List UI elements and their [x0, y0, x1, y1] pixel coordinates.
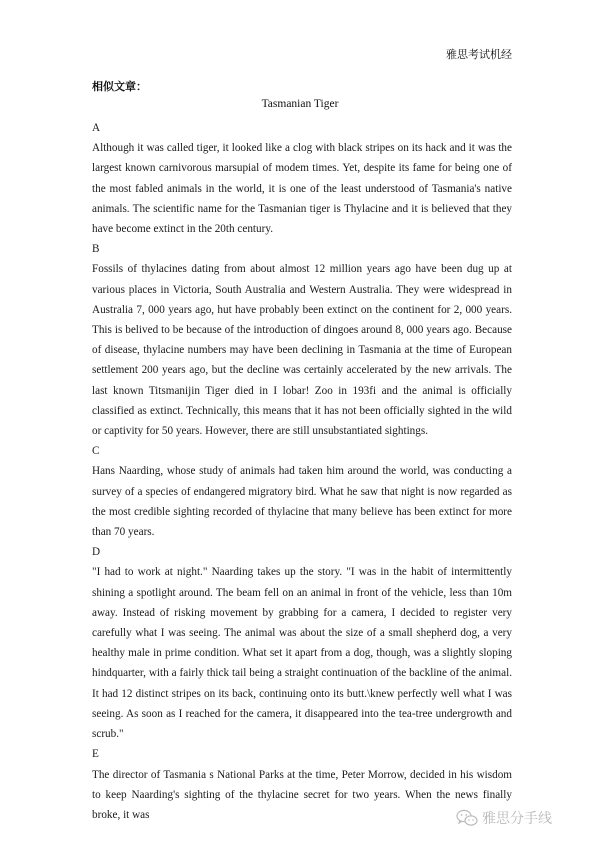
header-brand: 雅思考试机经: [446, 48, 512, 61]
section-label: 相似文章：: [92, 80, 147, 93]
paragraph-letter: C: [92, 445, 100, 458]
article-title: Tasmanian Tiger: [261, 98, 339, 110]
paragraph-letter: E: [92, 748, 99, 761]
watermark-text: 雅思分手线: [482, 811, 552, 827]
wechat-icon: [456, 809, 478, 827]
paragraph-text: Hans Naarding, whose study of animals had taken him around the world, was conducting a survey of a species of endangered migratory bird. What he saw that night is now regarded as the most credible sighting recorded of thylacine that many believe has been extinct for more than 70 years.: [92, 465, 512, 539]
paragraph-text: "I had to work at night." Naarding takes up the story. "I was in the habit of intermittently shining a spotlight around. The beam fell on an animal in front of the vehicle, less than 10m away. Instead of risking movement by grabbing for a camera, I decided to register very carefully what I was seeing. The animal was about the size of a small shepherd dog, a very healthy male in prime condition. What set it apart from a dog, though, was a slightly sloping hindquarter, with a fairly thick tail being a straight continuation of the backline of the animal. It had 12 distinct stripes on its back, continuing onto its butt.\knew perfectly well what I was seeing. As soon as I reached for the camera, it disappeared into the tea-tree undergrowth and scrub.": [92, 566, 512, 741]
paragraph-letter: A: [92, 122, 101, 134]
paragraph-text: Fossils of thylacines dating from about almost 12 million years ago have been dug up at various places in Victoria, South Australia and Western Australia. They were widespread in Australia 7, 000 years ago, hut have probably been extinct on the continent for 2, 000 years. This is belived to be because of the introduction of dingoes around 8, 000 years ago. Because of disease, thylacine numbers may have been declining in Tasmania at the time of European settlement 200 years ago, but the decline was certainly accelerated by the new arrivals. The last known Titsmanijin Tiger died in I lobar! Zoo in 193fi and the animal is officially classified as extinct. Technically, this means that it has not been officially sighted in the wild or captivity for 50 years. However, there are still unsubstantiated sightings.: [92, 263, 512, 438]
paragraph-letter: B: [92, 243, 100, 256]
paragraph-text: Although it was called tiger, it looked like a clog with black stripes on its hack and it was the largest known carnivorous marsupial of modem times. Yet, despite its fame for being one of the most fabled animals in the world, it is one of the least understood of Tasmania's native animals. The scientific name for the Tasmanian tiger is Thylacine and it is believed that they have become extinct in the 20th century.: [92, 142, 512, 236]
watermark: [456, 808, 552, 828]
article-body: [92, 118, 512, 825]
paragraph-text: The director of Tasmania s National Parks at the time, Peter Morrow, decided in his wisdom to keep Naarding's sighting of the thylacine secret for two years. When the news finally broke, it was: [92, 768, 512, 821]
paragraph-letter: D: [92, 546, 101, 559]
